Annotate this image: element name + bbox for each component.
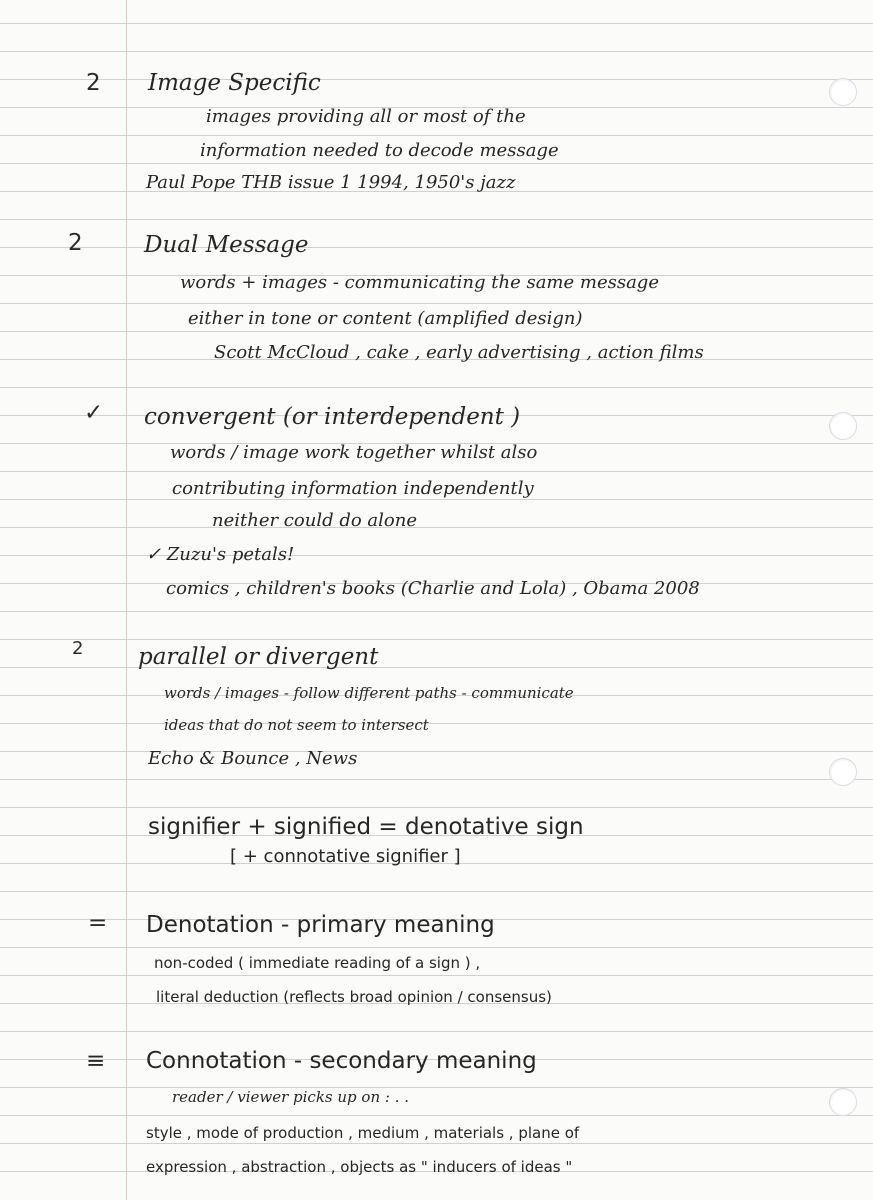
- formula-line: signifier + signified = denotative sign: [148, 814, 584, 840]
- note-line: contributing information independently: [172, 478, 534, 499]
- note-line: Paul Pope THB issue 1 1994, 1950's jazz: [146, 172, 516, 193]
- note-line: ✓ Zuzu's petals!: [146, 544, 295, 565]
- note-line: comics , children's books (Charlie and Lola) , Obama 2008: [166, 578, 700, 599]
- section-mark: ✓: [84, 400, 104, 426]
- margin-line: [126, 0, 127, 1200]
- section-heading: Connotation - secondary meaning: [146, 1048, 537, 1074]
- note-line: expression , abstraction , objects as " inducers of ideas ": [146, 1158, 573, 1176]
- formula-line: [ + connotative signifier ]: [230, 846, 461, 867]
- section-mark: 2: [72, 638, 84, 659]
- note-line: Echo & Bounce , News: [148, 748, 358, 769]
- section-heading: Dual Message: [144, 232, 309, 258]
- punch-hole: [829, 758, 857, 786]
- note-line: Scott McCloud , cake , early advertising , action films: [214, 342, 704, 363]
- punch-hole: [829, 78, 857, 106]
- note-line: images providing all or most of the: [206, 106, 526, 127]
- section-heading: Image Specific: [148, 70, 321, 96]
- note-line: style , mode of production , medium , materials , plane of: [146, 1124, 580, 1142]
- note-line: non-coded ( immediate reading of a sign ) ,: [154, 954, 481, 972]
- note-line: information needed to decode message: [200, 140, 559, 161]
- note-line: either in tone or content (amplified design): [188, 308, 583, 329]
- section-mark: 2: [86, 70, 101, 96]
- note-line: reader / viewer picks up on : . .: [172, 1088, 410, 1106]
- section-heading: Denotation - primary meaning: [146, 912, 495, 938]
- punch-hole: [829, 412, 857, 440]
- note-line: ideas that do not seem to intersect: [164, 716, 429, 734]
- punch-hole: [829, 1088, 857, 1116]
- section-mark: ≡: [86, 1048, 106, 1074]
- note-line: words + images - communicating the same message: [180, 272, 659, 293]
- section-mark: 2: [68, 230, 83, 256]
- note-line: words / image work together whilst also: [170, 442, 538, 463]
- note-line: words / images - follow different paths - communicate: [164, 684, 574, 702]
- section-mark: =: [88, 910, 108, 936]
- note-line: neither could do alone: [212, 510, 417, 531]
- note-line: literal deduction (reflects broad opinion / consensus): [156, 988, 552, 1006]
- section-heading: parallel or divergent: [138, 644, 379, 670]
- section-heading: convergent (or interdependent ): [144, 404, 521, 430]
